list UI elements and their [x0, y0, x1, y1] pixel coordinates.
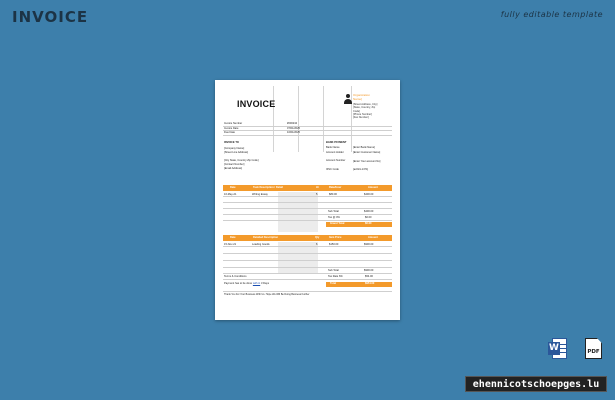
tax-label: Tax @ 0% [328, 216, 340, 219]
row-date: 15-Nov-21 [224, 242, 237, 246]
organization-address [353, 103, 377, 120]
column-header: Detailed Description [253, 235, 279, 239]
grid-line [298, 86, 299, 152]
tax-value: $54.00 [365, 275, 373, 278]
invoice-to-line: [Contact Number] [224, 163, 245, 167]
section2-header [223, 235, 392, 241]
banner-subtitle: fully editable template [500, 10, 603, 19]
meta-label: Invoice Number [224, 122, 243, 125]
divider [223, 289, 392, 292]
invoice-title: INVOICE [237, 99, 276, 109]
subtotal-value: $400.00 [364, 210, 374, 213]
table-row [223, 261, 392, 268]
row-quantity: 5 [316, 192, 318, 196]
row-quantity: 6 [316, 242, 318, 246]
row-amount: $900.00 [364, 242, 374, 246]
invoice-to-line: [Email Address] [224, 167, 243, 171]
address-line: [Phone Number] [353, 113, 372, 117]
total-bar [326, 282, 392, 287]
column-header: Item Price [329, 235, 342, 239]
payment-terms [224, 283, 269, 286]
column-header: Qty [315, 235, 320, 239]
column-header: Date [230, 235, 236, 239]
table-row [223, 247, 392, 254]
meta-value: 10/01/2025 [287, 131, 300, 134]
subtotal-label: Sub Total [328, 269, 339, 272]
word-document-icon[interactable] [548, 338, 568, 360]
subtotal-value: $900.00 [364, 269, 374, 272]
invoice-to-line: [Company Name] [224, 147, 245, 150]
terms-label: Terms & Conditions [224, 275, 247, 278]
account-number-label: Account Number [326, 159, 346, 162]
invoice-sheet [215, 80, 400, 320]
grand-total-bar [326, 222, 392, 227]
section1-header [223, 185, 392, 191]
pdf-document-icon[interactable] [584, 338, 604, 360]
column-header: Hr [316, 185, 319, 189]
total-label: Total [330, 282, 337, 286]
address-line: [Street Address, City] [353, 103, 378, 106]
site-watermark: ehennicotschoepges.lu [465, 376, 607, 392]
ifsc-label: IFSC Code [326, 168, 339, 171]
total-value: $954.00 [365, 282, 375, 286]
organization-name-line1: Organization [353, 93, 371, 97]
tax-label: Tax Rate 6% [328, 275, 343, 278]
payment-terms-link[interactable]: with in [252, 282, 261, 285]
grid-line [273, 86, 274, 152]
due-date-row [223, 131, 392, 136]
meta-value: #000234 [287, 122, 298, 125]
person-icon [343, 94, 352, 104]
tax-row [223, 274, 392, 280]
column-header: Amount [368, 235, 378, 239]
row-description: Writing Essay [252, 192, 268, 196]
banner-title: INVOICE [12, 8, 89, 26]
subtotal-label: Sub Total [328, 210, 339, 213]
payment-terms-text: Payment has to be done [224, 282, 253, 285]
ifsc-value: [ac0d1-1471] [353, 168, 369, 171]
meta-label: Invoice Date [224, 126, 239, 130]
bank-name-label: Bank Name [326, 146, 340, 149]
row-rate: $150.00 [329, 242, 339, 246]
column-header: Task Description / Detail [253, 185, 283, 189]
invoice-to-line: [Street Line Address] [224, 151, 249, 155]
tax-row [223, 215, 392, 221]
word-glyph: W [549, 343, 559, 353]
invoice-to-label: INVOICE TO [224, 141, 239, 144]
bank-name-value: [Enter Bank Name] [353, 146, 375, 149]
invoice-document [223, 86, 392, 314]
row-rate: $80.00 [329, 192, 337, 196]
payment-terms-days: 3 Days [260, 282, 270, 285]
grand-total-value: $0.00 [365, 222, 372, 226]
invoice-to-line: [City State, Country Zip Code] [224, 159, 259, 163]
grand-total-label: Grand Total [330, 222, 345, 226]
table-row [223, 254, 392, 261]
column-header: Rate/Hour [329, 185, 342, 189]
account-holder-label: Account Holder [326, 151, 344, 154]
address-line: [Fax Number] [353, 116, 369, 120]
organization-name [353, 94, 370, 101]
organization-name-line2: Name] [353, 96, 362, 101]
address-line: [State, Country, Zip [353, 106, 376, 110]
account-number-value: [Enter Your account No] [353, 160, 381, 163]
row-amount: $400.00 [364, 192, 374, 196]
invoice-to-block [224, 147, 258, 171]
bank-payment-label: BANK PAYMENT [326, 141, 347, 144]
address-line: Code] [353, 109, 360, 113]
tax-value: $0.00 [365, 216, 372, 219]
column-header: Amount [368, 185, 378, 189]
grid-line [323, 86, 324, 152]
meta-value: 07/01/2025 [287, 126, 300, 130]
column-header: Date [230, 185, 236, 189]
meta-label: Due Date [224, 131, 235, 134]
row-description: Loading Goods [252, 242, 270, 246]
pdf-glyph: PDF [587, 349, 600, 355]
account-holder-value: [Enter Customer Name] [353, 151, 381, 154]
row-date: 16-May-21 [224, 192, 237, 196]
footer-note: Thank You For Your Business With Us. Hope We Will Be Doing Business Further [224, 293, 310, 296]
